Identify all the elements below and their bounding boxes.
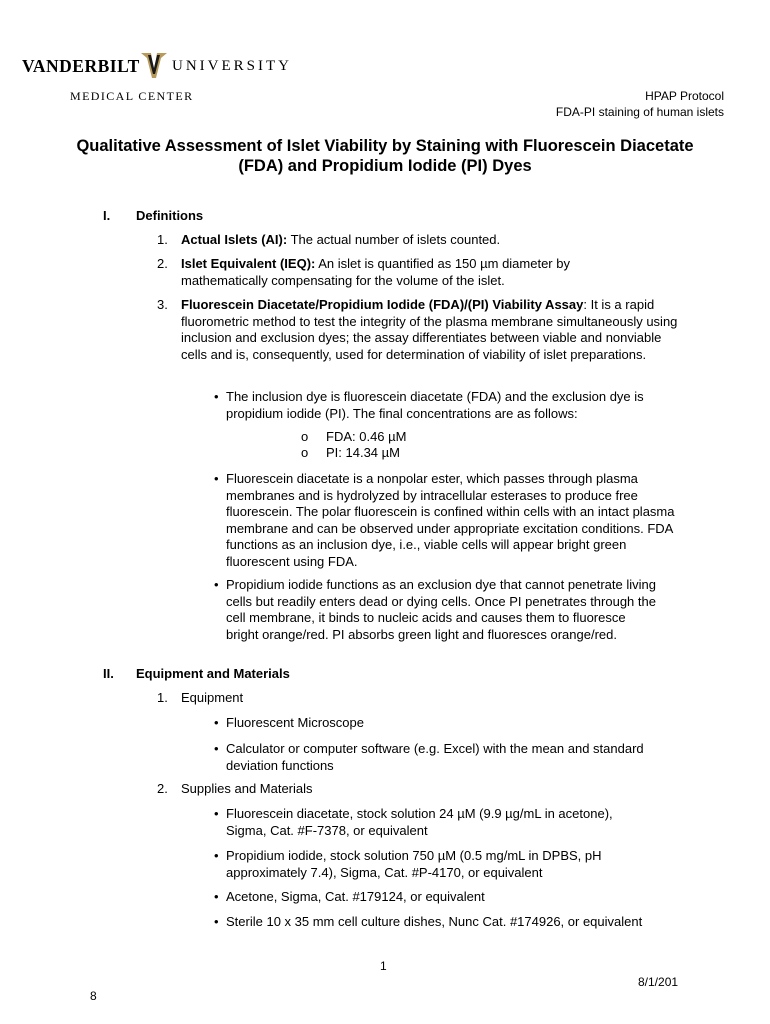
supply-item: Propidium iodide, stock solution 750 µM (0.5 mg/mL in DPBS, pH approximately 7.4), Sigma, Cat. #P-4170, or equivalent bbox=[226, 848, 602, 880]
protocol-name: HPAP Protocol bbox=[645, 89, 724, 103]
equipment-item: Calculator or computer software (e.g. Excel) with the mean and standard deviation functions bbox=[226, 741, 644, 773]
footer-date-tail: 8 bbox=[90, 989, 97, 1003]
bullet-icon: • bbox=[214, 389, 219, 404]
protocol-header bbox=[556, 88, 724, 120]
concentration-pi: PI: 14.34 µM bbox=[326, 445, 400, 460]
bullet-icon: • bbox=[214, 741, 219, 756]
definition-3-text: : It is a rapid fluorometric method to test the integrity of the plasma membrane simultaneously using inclusion and exclusion dyes; the assay differentiates between viable and nonviable cells and is, consequently, used for determination of viability of islet preparations. bbox=[181, 297, 678, 362]
page-number: 1 bbox=[380, 959, 387, 973]
section-1-number: I. bbox=[103, 208, 111, 223]
bullet-icon: • bbox=[214, 715, 219, 730]
bullet-icon: • bbox=[214, 471, 219, 486]
logo-university: UNIVERSITY bbox=[172, 58, 292, 74]
logo-vanderbilt: VANDERBILT bbox=[22, 56, 140, 76]
definition-bullet-3: Propidium iodide functions as an exclusion dye that cannot penetrate living cells but readily enters dead or dying cells. Once PI penetrates through the cell membrane, it binds to nucleic acids and causes them to fluoresce bright orange/red. PI absorbs green light and fluoresces orange/red. bbox=[226, 577, 656, 642]
definition-1-term: Actual Islets (AI): bbox=[181, 232, 288, 247]
definition-2-term: Islet Equivalent (IEQ): bbox=[181, 256, 316, 271]
logo-medical-center: MEDICAL CENTER bbox=[70, 89, 194, 103]
definition-1-text: The actual number of islets counted. bbox=[287, 232, 501, 247]
definition-1 bbox=[181, 232, 681, 249]
bullet-icon: • bbox=[214, 577, 219, 592]
supply-item: Sterile 10 x 35 mm cell culture dishes, Nunc Cat. #174926, or equivalent bbox=[226, 914, 643, 929]
concentration-fda: FDA: 0.46 µM bbox=[326, 429, 407, 444]
supplies-number: 2. bbox=[157, 781, 168, 796]
definition-bullet-1: The inclusion dye is fluorescein diacetate (FDA) and the exclusion dye is propidium iodide (PI). The final concentrations are as follows: bbox=[226, 389, 644, 421]
vanderbilt-shield-icon bbox=[139, 50, 169, 80]
equipment-item: Fluorescent Microscope bbox=[226, 715, 364, 730]
supply-item: Acetone, Sigma, Cat. #179124, or equivalent bbox=[226, 889, 485, 904]
section-2-title: Equipment and Materials bbox=[136, 666, 290, 681]
definition-2-text: An islet is quantified as 150 µm diameter by mathematically compensating for the volume of the islet. bbox=[181, 256, 570, 288]
circle-bullet-icon: o bbox=[301, 429, 309, 444]
footer-date: 8/1/201 bbox=[638, 975, 679, 989]
page-title: Qualitative Assessment of Islet Viability by Staining with Fluorescein Diacetate (FDA) and Propidium Iodide (PI) Dyes bbox=[76, 137, 694, 175]
definition-3-number: 3. bbox=[157, 297, 168, 312]
definition-2 bbox=[181, 256, 626, 289]
bullet-icon: • bbox=[214, 914, 219, 929]
definition-bullet-2: Fluorescein diacetate is a nonpolar ester, which passes through plasma membranes and is hydrolyzed by intracellular esterases to produce free fluorescein. The polar fluorescein is confined within cells with an intact plasma membrane and can be observed under appropriate excitation conditions. FDA functions as an inclusion dye, i.e., viable cells will appear bright green fluorescent using FDA. bbox=[226, 471, 675, 569]
bullet-icon: • bbox=[214, 889, 219, 904]
supplies-label: Supplies and Materials bbox=[181, 781, 313, 796]
definition-3-term: Fluorescein Diacetate/Propidium Iodide (FDA)/(PI) Viability Assay bbox=[181, 297, 584, 312]
bullet-icon: • bbox=[214, 806, 219, 821]
definition-1-number: 1. bbox=[157, 232, 168, 247]
equipment-label: Equipment bbox=[181, 690, 244, 705]
supply-item: Fluorescein diacetate, stock solution 24 µM (9.9 µg/mL in acetone), Sigma, Cat. #F-7378, or equivalent bbox=[226, 806, 613, 838]
equipment-number: 1. bbox=[157, 690, 168, 705]
section-1-title: Definitions bbox=[136, 208, 204, 223]
protocol-subtitle: FDA-PI staining of human islets bbox=[555, 105, 724, 119]
definition-2-number: 2. bbox=[157, 256, 168, 271]
section-2-number: II. bbox=[103, 666, 114, 681]
circle-bullet-icon: o bbox=[301, 445, 309, 460]
definition-3 bbox=[181, 297, 681, 363]
bullet-icon: • bbox=[214, 848, 219, 863]
